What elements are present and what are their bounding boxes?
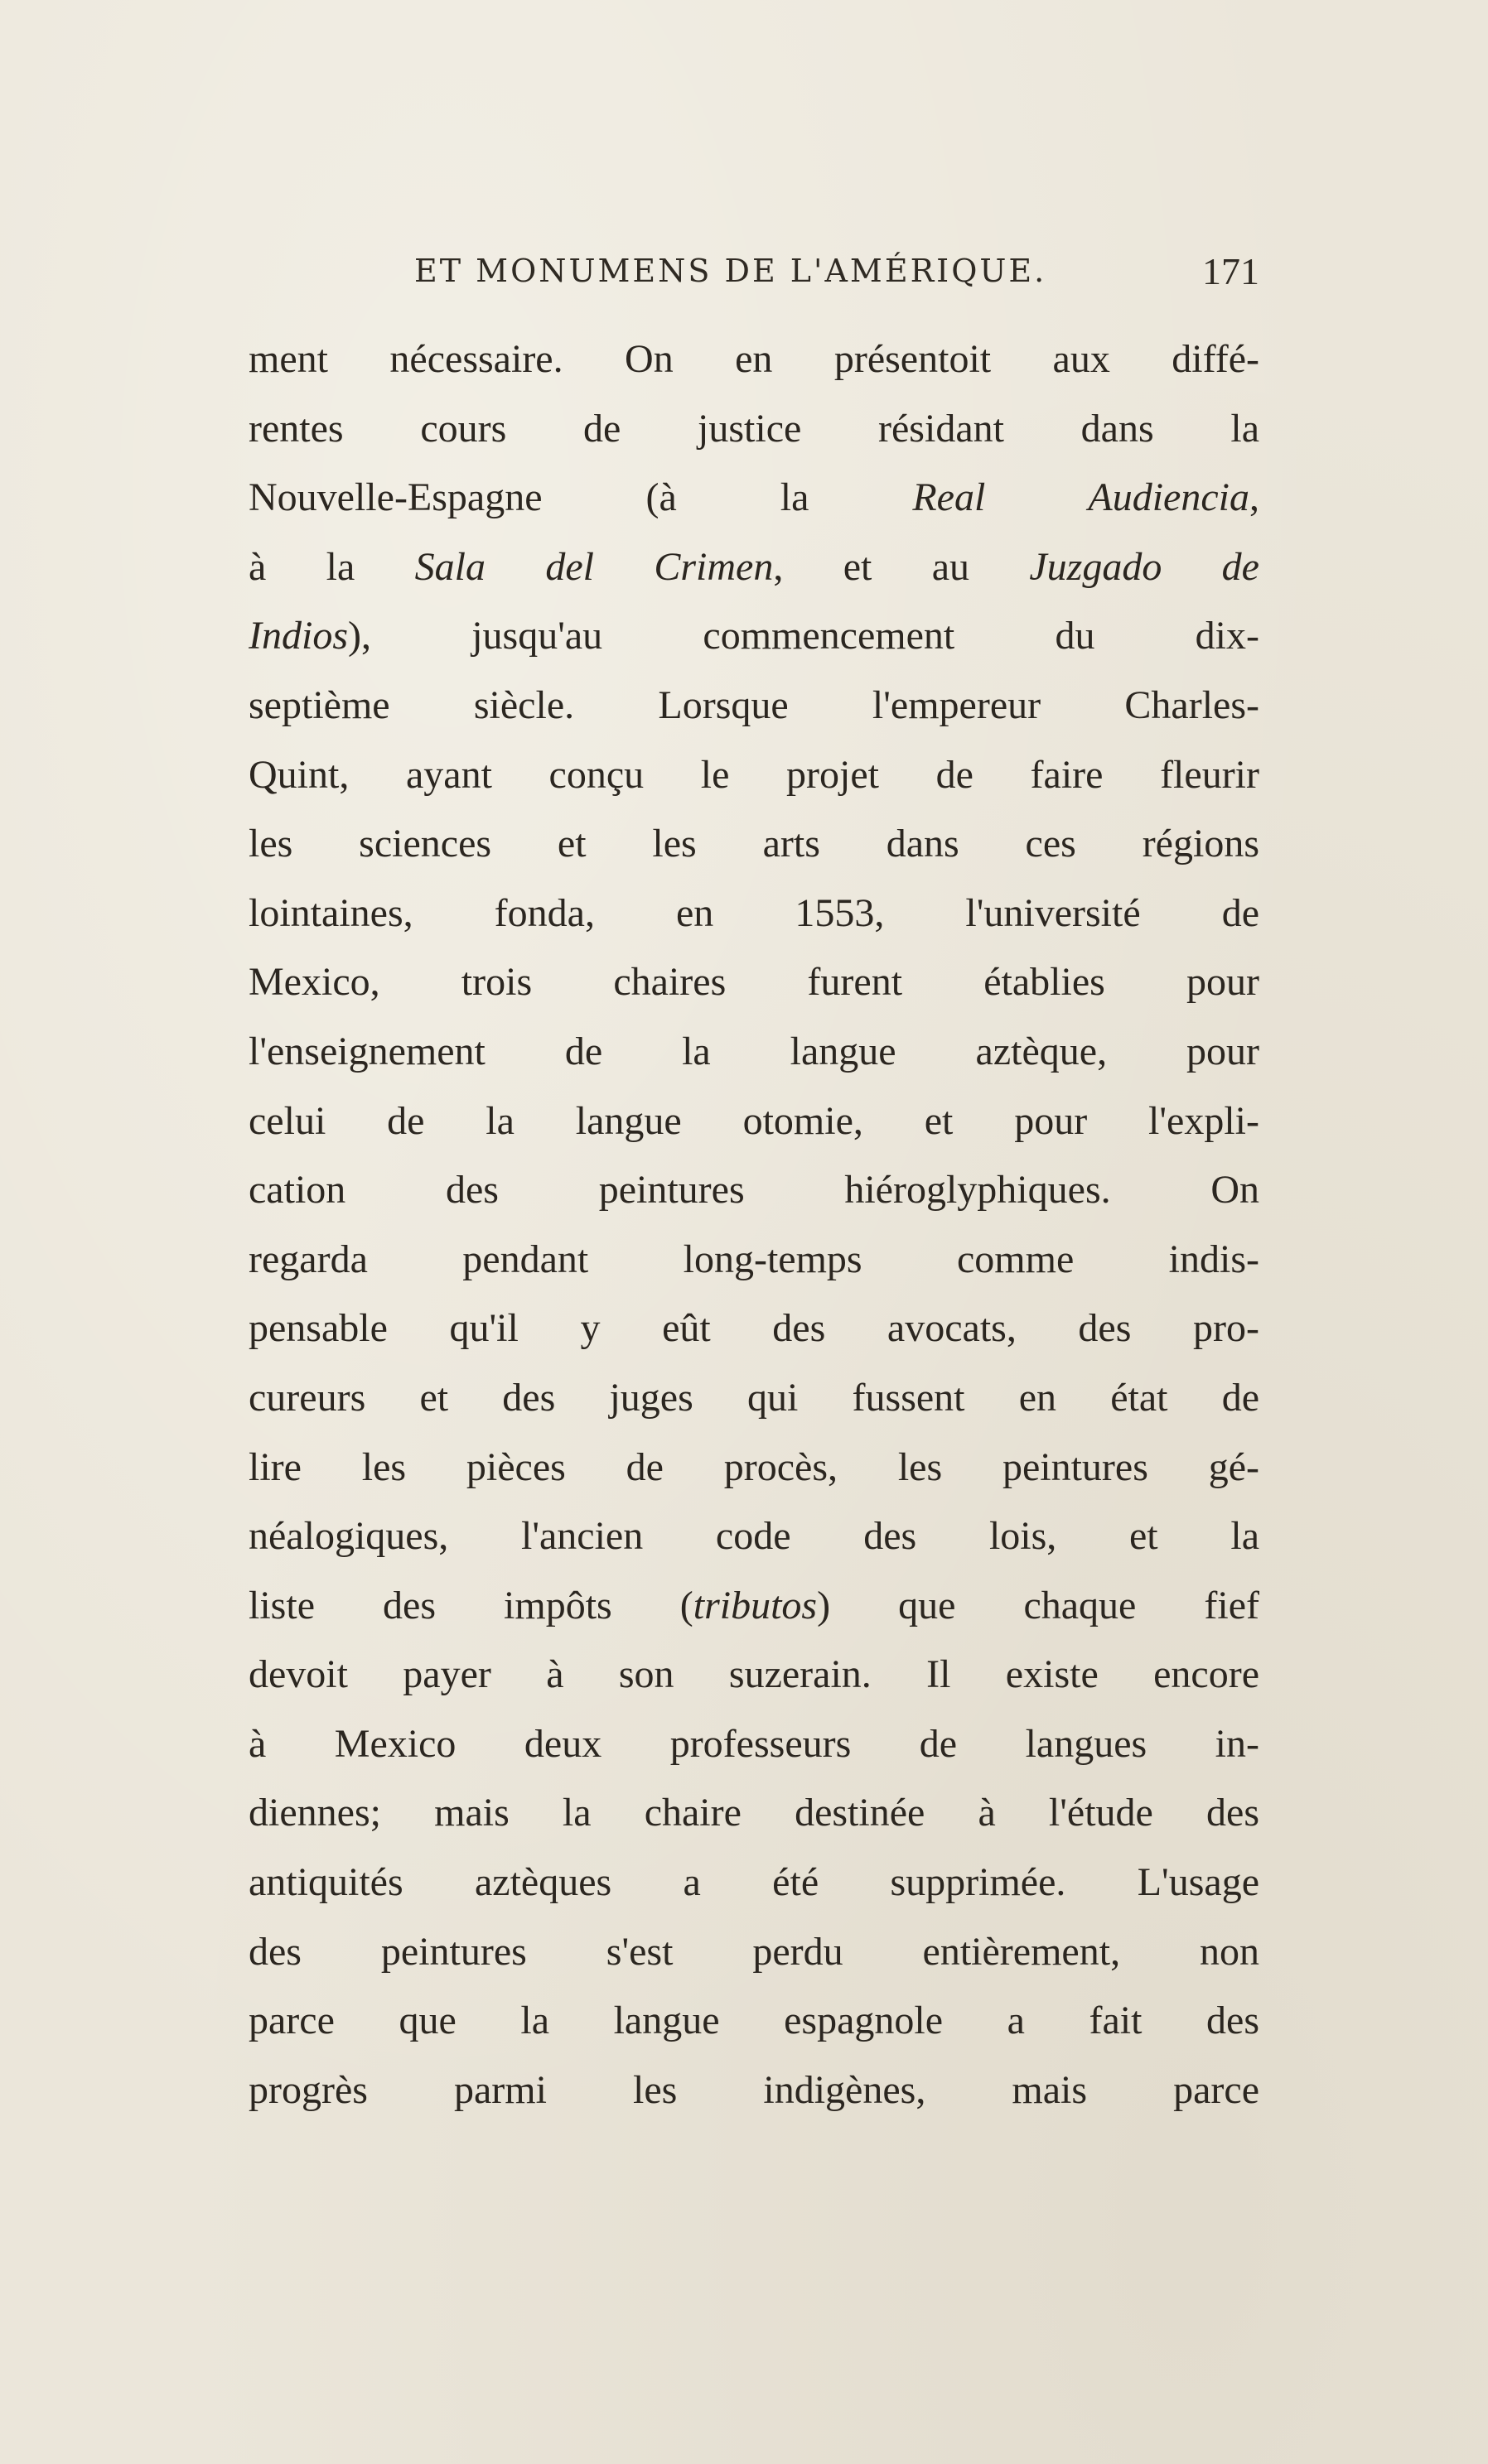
body-text <box>249 325 1259 2124</box>
italic-text-segment: Real Audiencia <box>912 475 1249 520</box>
text-line <box>249 879 1259 948</box>
text-segment: pensable qu'il y eût des avocats, des pro- <box>249 1306 1259 1351</box>
text-segment: parce que la langue espagnole a fait des <box>249 1999 1259 2043</box>
text-line <box>249 1778 1259 1848</box>
text-segment: cureurs et des juges qui fussent en état de <box>249 1375 1259 1420</box>
text-segment: cation des peintures hiéroglyphiques. On <box>249 1168 1259 1213</box>
text-segment: des peintures s'est perdu entièrement, non <box>249 1929 1259 1974</box>
text-line <box>249 948 1259 1017</box>
text-line <box>249 1017 1259 1087</box>
text-line <box>249 394 1259 464</box>
text-segment: Nouvelle-Espagne (à la <box>249 475 913 520</box>
text-segment: l'enseignement de la langue aztèque, pour <box>249 1029 1259 1073</box>
text-line <box>249 1986 1259 2056</box>
text-line <box>249 1502 1259 1571</box>
text-line <box>249 1709 1259 1779</box>
text-segment: , <box>1249 475 1259 520</box>
text-segment: devoit payer à son suzerain. Il existe encore <box>249 1652 1259 1697</box>
text-line <box>249 1848 1259 1917</box>
text-line <box>249 1433 1259 1502</box>
running-title: ET MONUMENS DE L'AMÉRIQUE. <box>414 253 1047 289</box>
text-line <box>249 740 1259 810</box>
text-segment: progrès parmi les indigènes, mais parce <box>249 2067 1259 2112</box>
text-line <box>249 809 1259 879</box>
page-number: 171 <box>1202 250 1259 292</box>
text-line <box>249 533 1259 602</box>
running-head <box>249 250 1259 302</box>
text-segment: antiquités aztèques a été supprimée. L'usage <box>249 1860 1259 1905</box>
text-segment: celui de la langue otomie, et pour l'expli- <box>249 1098 1259 1143</box>
text-line <box>249 1225 1259 1295</box>
text-segment: les sciences et les arts dans ces régions <box>249 822 1259 866</box>
text-segment: Mexico, trois chaires furent établies pour <box>249 960 1259 1005</box>
text-line <box>249 601 1259 671</box>
text-segment: septième siècle. Lorsque l'empereur Charles- <box>249 682 1259 727</box>
text-segment: regarda pendant long-temps comme indis- <box>249 1237 1259 1281</box>
text-segment: à Mexico deux professeurs de langues in- <box>249 1721 1259 1766</box>
text-line <box>249 1294 1259 1363</box>
text-segment: à la <box>249 544 415 589</box>
text-line <box>249 325 1259 394</box>
text-segment: néalogiques, l'ancien code des lois, et la <box>249 1514 1259 1559</box>
text-segment: ment nécessaire. On en présentoit aux diffé- <box>249 337 1259 381</box>
text-line <box>249 1087 1259 1156</box>
italic-text-segment: Indios <box>249 614 348 658</box>
text-segment: Quint, ayant conçu le projet de faire fleurir <box>249 752 1259 797</box>
text-segment: ), jusqu'au commencement du dix- <box>348 614 1259 658</box>
text-segment: liste des impôts ( <box>249 1583 693 1627</box>
text-line <box>249 1917 1259 1987</box>
italic-text-segment: Sala del Crimen <box>414 544 774 589</box>
text-line <box>249 671 1259 740</box>
italic-text-segment: tributos <box>693 1583 818 1627</box>
text-segment: ) que chaque fief <box>817 1583 1259 1627</box>
text-line <box>249 463 1259 533</box>
text-line <box>249 2056 1259 2125</box>
text-line <box>249 1363 1259 1433</box>
text-segment: rentes cours de justice résidant dans la <box>249 406 1259 451</box>
text-line <box>249 1640 1259 1709</box>
text-segment: , et au <box>773 544 1030 589</box>
text-segment: diennes; mais la chaire destinée à l'étude des <box>249 1791 1259 1835</box>
text-segment: lointaines, fonda, en 1553, l'université de <box>249 890 1259 935</box>
italic-text-segment: Juzgado de <box>1029 544 1259 589</box>
text-line <box>249 1571 1259 1641</box>
text-segment: lire les pièces de procès, les peintures gé- <box>249 1444 1259 1489</box>
text-line <box>249 1155 1259 1225</box>
